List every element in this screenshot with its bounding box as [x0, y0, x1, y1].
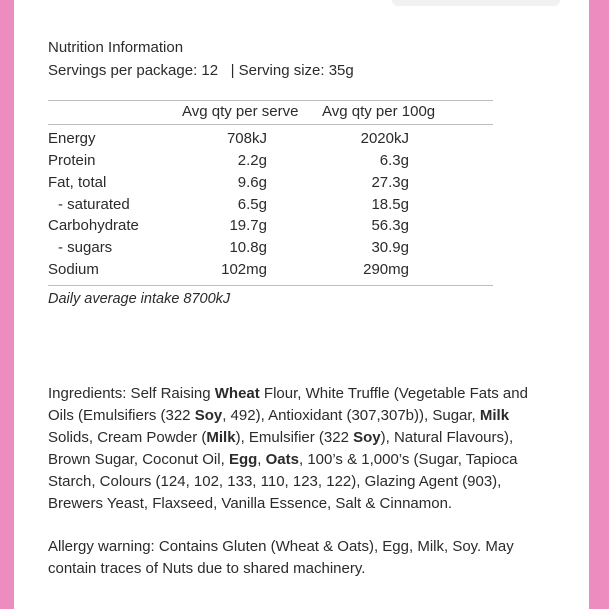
allergen-term: Milk — [479, 407, 510, 424]
table-header-rule — [48, 124, 493, 125]
nutrient-label: Carbohydrate — [48, 217, 139, 234]
allergen-term: Wheat — [214, 385, 260, 402]
nutrition-title: Nutrition Information — [48, 39, 184, 56]
nutrient-label: Fat, total — [48, 174, 107, 191]
servings-info: Servings per package: 12 | Serving size: 35g — [48, 62, 354, 79]
qty-per-serve: 102mg — [221, 261, 267, 278]
nutrient-label: Protein — [48, 152, 96, 169]
table-row — [48, 152, 493, 172]
nutrient-label: Sodium — [48, 261, 99, 278]
qty-per-serve: 9.6g — [237, 174, 267, 191]
table-bottom-rule — [48, 285, 493, 286]
nutrient-label: - saturated — [58, 196, 130, 213]
qty-per-serve: 6.5g — [237, 196, 267, 213]
ingredients-fragment: Flour, White Truffle (Vegetable Fats and Oils (Emulsifiers (322 — [48, 385, 528, 424]
ingredients-text — [48, 385, 528, 512]
allergen-term: Soy — [353, 429, 381, 446]
table-row — [48, 261, 493, 281]
qty-per-serve: 19.7g — [229, 217, 267, 234]
table-row — [48, 239, 493, 259]
allergen-term: Egg — [228, 451, 258, 468]
ingredients-fragment: , 492), Antioxidant (307,307b)), Sugar, — [222, 407, 480, 424]
qty-per-serve: 10.8g — [229, 239, 267, 256]
allergen-term: Soy — [194, 407, 223, 424]
qty-per-100g: 27.3g — [371, 174, 409, 191]
table-row — [48, 174, 493, 194]
ingredients-paragraph — [48, 383, 548, 515]
ingredients-fragment: , 100’s & 1,000’s (Sugar, Tapioca Starch, Colours (124, 102, 133, 110, 123, 122), Glazing Agent (903), Brewers Yeast, Flaxseed, Vanilla Essence, Salt & Cinnamon. — [48, 451, 518, 512]
ingredients-label: Ingredients: — [48, 385, 127, 402]
table-row — [48, 130, 493, 150]
table-row — [48, 217, 493, 237]
ingredients-fragment: Self Raising — [126, 385, 215, 402]
ingredients-fragment: ), Emulsifier (322 — [235, 429, 354, 446]
qty-per-100g: 6.3g — [379, 152, 409, 169]
nutrient-label: - sugars — [58, 239, 113, 256]
daily-intake-note: Daily average intake 8700kJ — [48, 291, 231, 307]
qty-per-100g: 2020kJ — [360, 130, 409, 147]
qty-per-100g: 30.9g — [371, 239, 409, 256]
qty-per-serve: 708kJ — [226, 130, 267, 147]
qty-per-100g: 56.3g — [371, 217, 409, 234]
table-row — [48, 196, 493, 216]
allergen-term: Oats — [265, 451, 299, 468]
qty-per-100g: 18.5g — [371, 196, 409, 213]
allergy-warning: Allergy warning: Contains Gluten (Wheat & Oats), Egg, Milk, Soy. May contain traces of Nuts due to shared machinery. — [48, 538, 514, 577]
nutrient-label: Energy — [48, 130, 96, 147]
ingredients-fragment: ), Natural Flavours), Brown Sugar, Coconut Oil, — [48, 429, 514, 468]
table-top-rule — [48, 100, 493, 101]
qty-per-100g: 290mg — [363, 261, 409, 278]
column-header-100g: Avg qty per 100g — [322, 103, 436, 120]
ingredients-fragment: , — [257, 451, 266, 468]
qty-per-serve: 2.2g — [237, 152, 267, 169]
ingredients-fragment: Solids, Cream Powder ( — [48, 429, 207, 446]
top-edge-shadow — [392, 0, 560, 6]
allergen-term: Milk — [206, 429, 236, 446]
column-header-serve: Avg qty per serve — [182, 103, 299, 120]
